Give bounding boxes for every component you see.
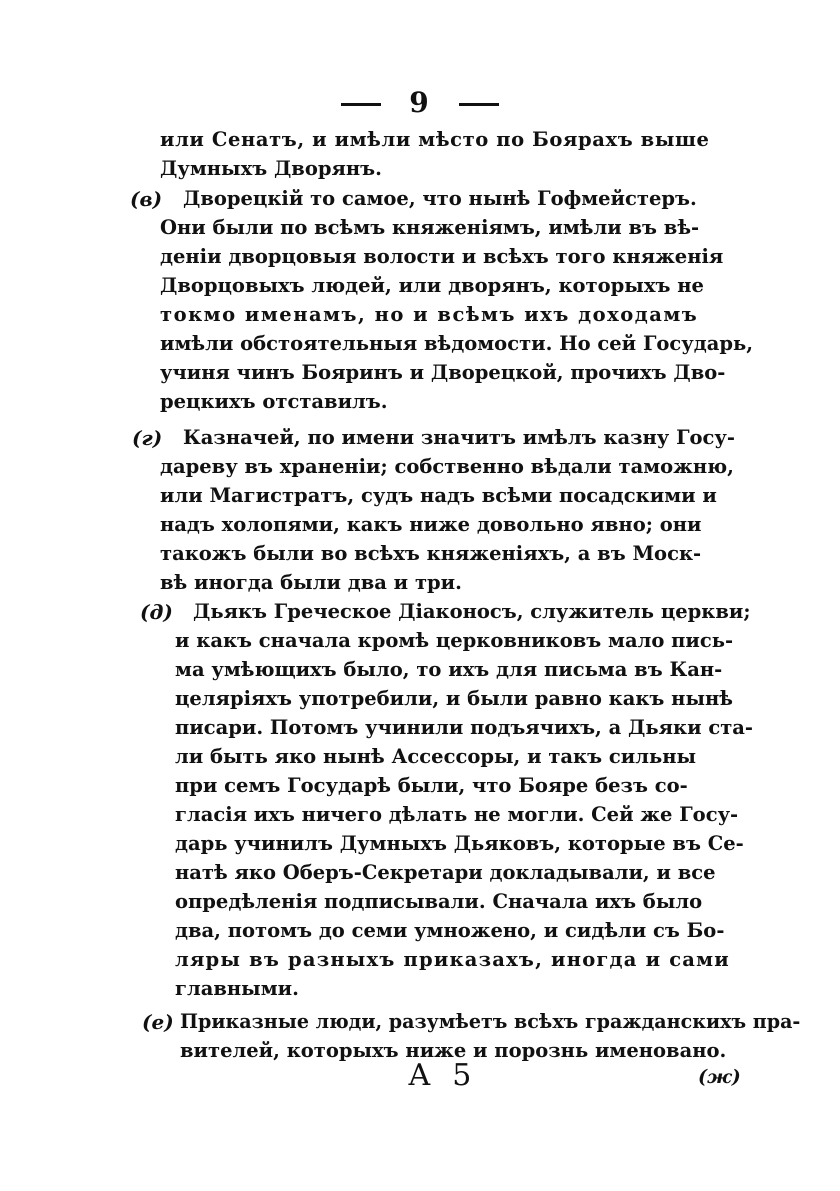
text-line: Думныхъ Дворянъ. (160, 157, 382, 180)
footnote-marker: (д) (140, 600, 173, 624)
text-line: Они были по всѣмъ княженіямъ, имѣли въ вѣ- (160, 216, 700, 239)
text-line: главными. (175, 977, 299, 1000)
text-line: имѣли обстоятельныя вѣдомости. Но сей Государь, (160, 332, 754, 355)
text-line: два, потомъ до семи умножено, и сидѣли съ Бо- (175, 919, 725, 942)
text-line: целяріяхъ употребили, и были равно какъ нынѣ (175, 687, 733, 710)
header-dash-left (341, 103, 381, 106)
text-line: Приказные люди, разумѣетъ всѣхъ гражданскихъ пра- (180, 1010, 801, 1033)
text-line: ляры въ разныхъ приказахъ, иногда и сами (175, 948, 730, 971)
text-line: ма умѣющихъ было, то ихъ для письма въ Кан- (175, 658, 723, 681)
page-header (0, 86, 840, 119)
text-line: такожъ были во всѣхъ княженіяхъ, а въ Моск- (160, 542, 702, 565)
text-line: или Магистратъ, судъ надъ всѣми посадскими и (160, 484, 717, 507)
footnote-marker: (в) (130, 187, 163, 211)
catchword: (ж) (698, 1066, 741, 1088)
text-line: Дворцовыхъ людей, или дворянъ, которыхъ не (160, 274, 704, 297)
footnote-marker: (г) (132, 426, 163, 450)
text-line: при семъ Государѣ были, что Бояре безъ со- (175, 774, 688, 797)
text-line: ли быть яко нынѣ Ассессоры, и такъ сильны (175, 745, 697, 768)
text-line: и какъ сначала кромѣ церковниковъ мало пись- (175, 629, 734, 652)
text-line: опредѣленія подписывали. Сначала ихъ было (175, 890, 703, 913)
text-line: вителей, которыхъ ниже и порознь именовано. (180, 1039, 727, 1062)
text-line: деніи дворцовыя волости и всѣхъ того княженія (160, 245, 724, 268)
text-line: токмо именамъ, но и всѣмъ ихъ доходамъ (160, 303, 699, 326)
text-line: Дворецкій то самое, что нынѣ Гофмейстеръ. (183, 187, 697, 210)
page-number: 9 (409, 86, 431, 119)
header-dash-right (459, 103, 499, 106)
printer-signature: А 5 (408, 1058, 478, 1093)
text-line: натѣ яко Оберъ-Секретари докладывали, и все (175, 861, 716, 884)
text-line: или Сенатъ, и имѣли мѣсто по Боярахъ выше (160, 128, 710, 151)
text-line: Дьякъ Греческое Діаконосъ, служитель церкви; (193, 600, 751, 623)
footnote-marker: (е) (142, 1010, 174, 1034)
text-line: надъ холопями, какъ ниже довольно явно; они (160, 513, 702, 536)
text-line: гласія ихъ ничего дѣлать не могли. Сей же Госу- (175, 803, 739, 826)
text-line: дарь учинилъ Думныхъ Дьяковъ, которые въ Се- (175, 832, 744, 855)
text-line: рецкихъ отставилъ. (160, 390, 388, 413)
text-line: вѣ иногда были два и три. (160, 571, 462, 594)
text-line: писари. Потомъ учинили подъячихъ, а Дьяки ста- (175, 716, 754, 739)
text-line: Казначей, по имени значитъ имѣлъ казну Госу- (183, 426, 735, 449)
text-line: учиня чинъ Бояринъ и Дворецкой, прочихъ Дво- (160, 361, 726, 384)
text-line: дареву въ храненіи; собственно вѣдали таможню, (160, 455, 734, 478)
